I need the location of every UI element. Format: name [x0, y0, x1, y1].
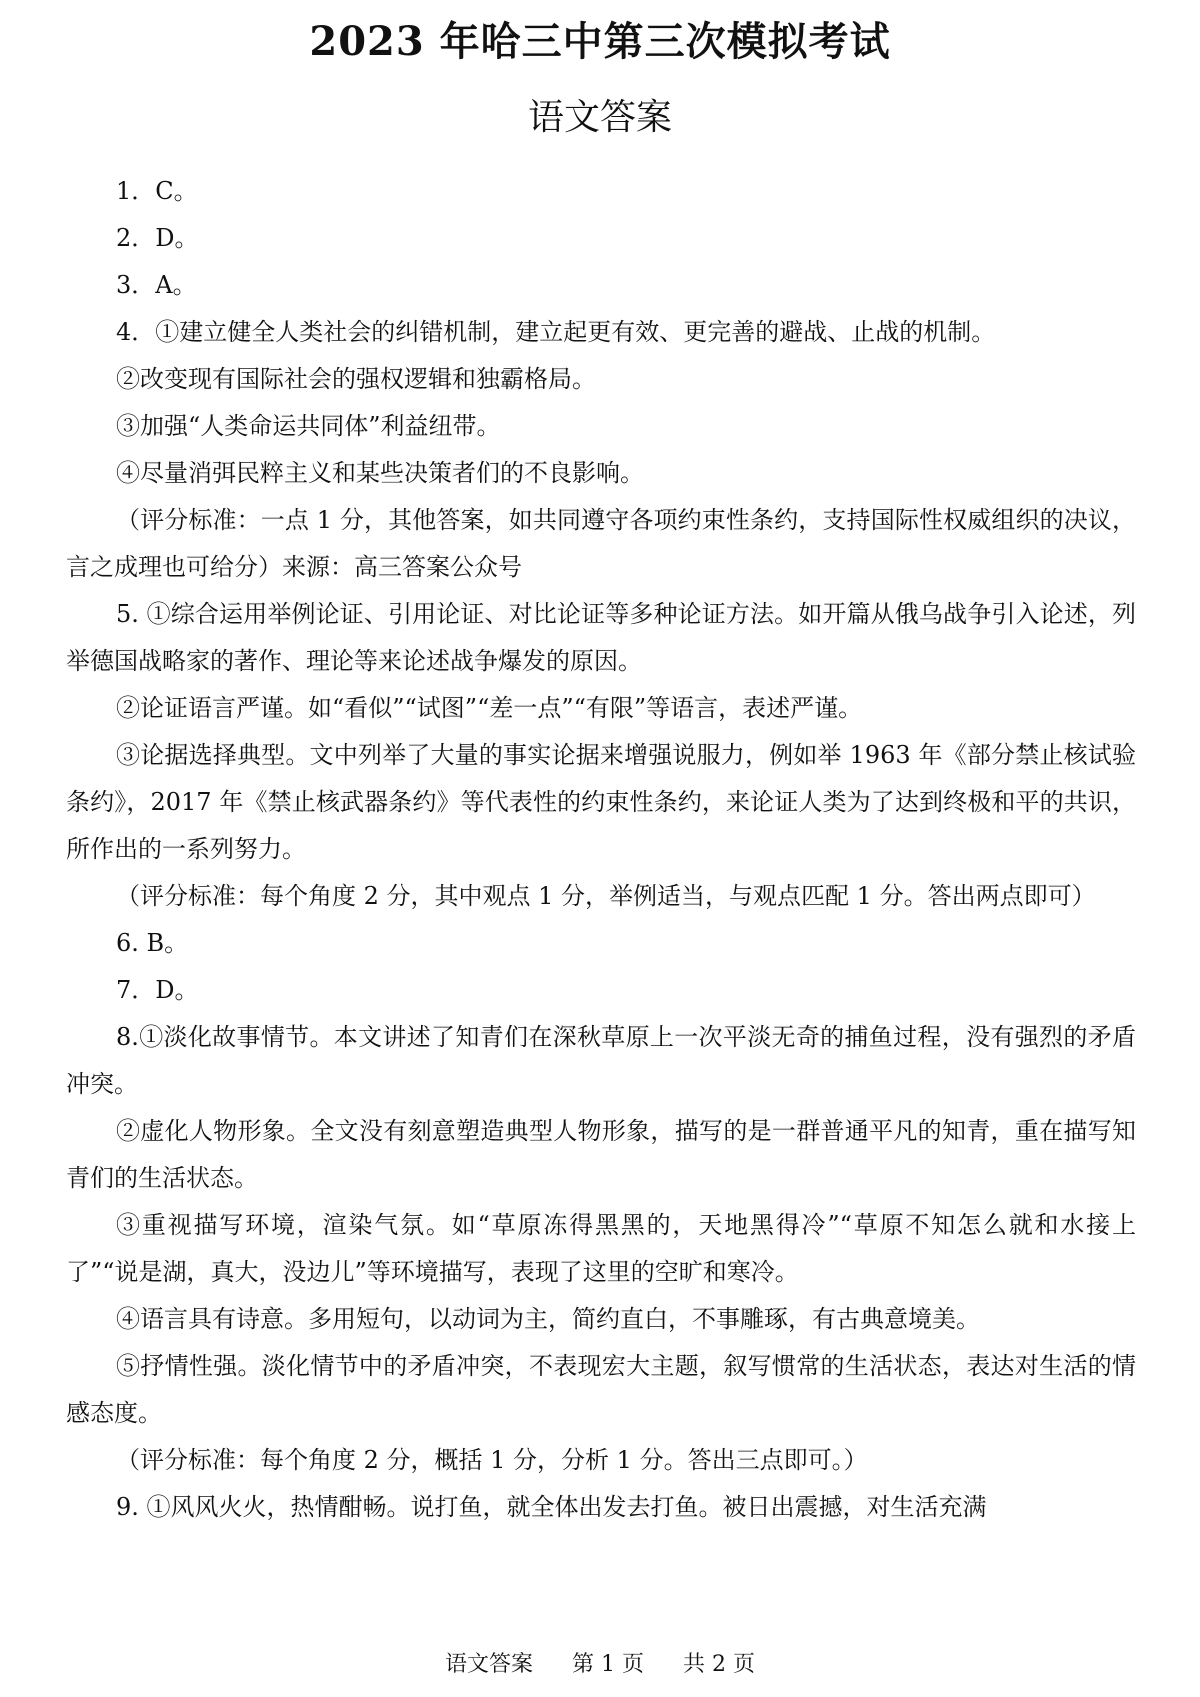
answer-line: ③加强“人类命运共同体”利益纽带。 [116, 412, 501, 440]
answer-line: 2．D。 [116, 224, 199, 252]
answer-line: 7．D。 [116, 976, 199, 1004]
scoring-note: （评分标准：每个角度 2 分，其中观点 1 分，举例适当，与观点匹配 1 分。答出两点即可） [116, 882, 1096, 910]
answer-line: 1．C。 [116, 177, 198, 205]
answer-line: 9. ①风风火火，热情酣畅。说打鱼，就全体出发去打鱼。被日出震撼，对生活充满 [116, 1493, 987, 1521]
answer-line: 6. B。 [116, 929, 189, 957]
scoring-note: （评分标准：每个角度 2 分，概括 1 分，分析 1 分。答出三点即可。） [116, 1446, 868, 1474]
scoring-note: （评分标准：一点 1 分，其他答案，如共同遵守各项约束性条约，支持国际性权威组织的决议，言之成理也可给分）来源：高三答案公众号 [66, 506, 1136, 581]
page-footer [0, 1650, 1200, 1680]
answer-line: ②论证语言严谨。如“看似”“试图”“差一点”“有限”等语言，表述严谨。 [116, 694, 863, 722]
answer-line: ③重视描写环境，渲染气氛。如“草原冻得黑黑的，天地黑得冷”“草原不知怎么就和水接上了”“说是湖，真大，没边儿”等环境描写，表现了这里的空旷和寒冷。 [66, 1211, 1136, 1286]
document-title: 2023 年哈三中第三次模拟考试 [309, 18, 891, 65]
answer-line: ②虚化人物形象。全文没有刻意塑造典型人物形象，描写的是一群普通平凡的知青，重在描写知青们的生活状态。 [66, 1117, 1136, 1192]
answer-line: ②改变现有国际社会的强权逻辑和独霸格局。 [116, 365, 596, 393]
answer-line: 3．A。 [116, 271, 197, 299]
answer-line: ③论据选择典型。文中列举了大量的事实论据来增强说服力，例如举 1963 年《部分禁止核试验条约》，2017 年《禁止核武器条约》等代表性的约束性条约，来论证人类为了达到终极和平的共识，所作出的一系列努力。 [66, 741, 1136, 863]
answer-content [66, 168, 1136, 1531]
answer-line: ⑤抒情性强。淡化情节中的矛盾冲突，不表现宏大主题，叙写惯常的生活状态，表达对生活的情感态度。 [66, 1352, 1136, 1427]
document-subtitle: 语文答案 [527, 97, 672, 138]
footer-page-total: 共 2 页 [683, 1652, 755, 1677]
answer-line: ④语言具有诗意。多用短句，以动词为主，简约直白，不事雕琢，有古典意境美。 [116, 1305, 980, 1333]
footer-page-number: 第 1 页 [572, 1652, 644, 1677]
answer-line: ④尽量消弭民粹主义和某些决策者们的不良影响。 [116, 459, 644, 487]
answer-line: 5. ①综合运用举例论证、引用论证、对比论证等多种论证方法。如开篇从俄乌战争引入论述，列举德国战略家的著作、理论等来论述战争爆发的原因。 [66, 600, 1136, 675]
footer-subject: 语文答案 [445, 1652, 534, 1677]
answer-line: 4．①建立健全人类社会的纠错机制，建立起更有效、更完善的避战、止战的机制。 [116, 318, 996, 346]
answer-line: 8.①淡化故事情节。本文讲述了知青们在深秋草原上一次平淡无奇的捕鱼过程，没有强烈的矛盾冲突。 [66, 1023, 1136, 1098]
